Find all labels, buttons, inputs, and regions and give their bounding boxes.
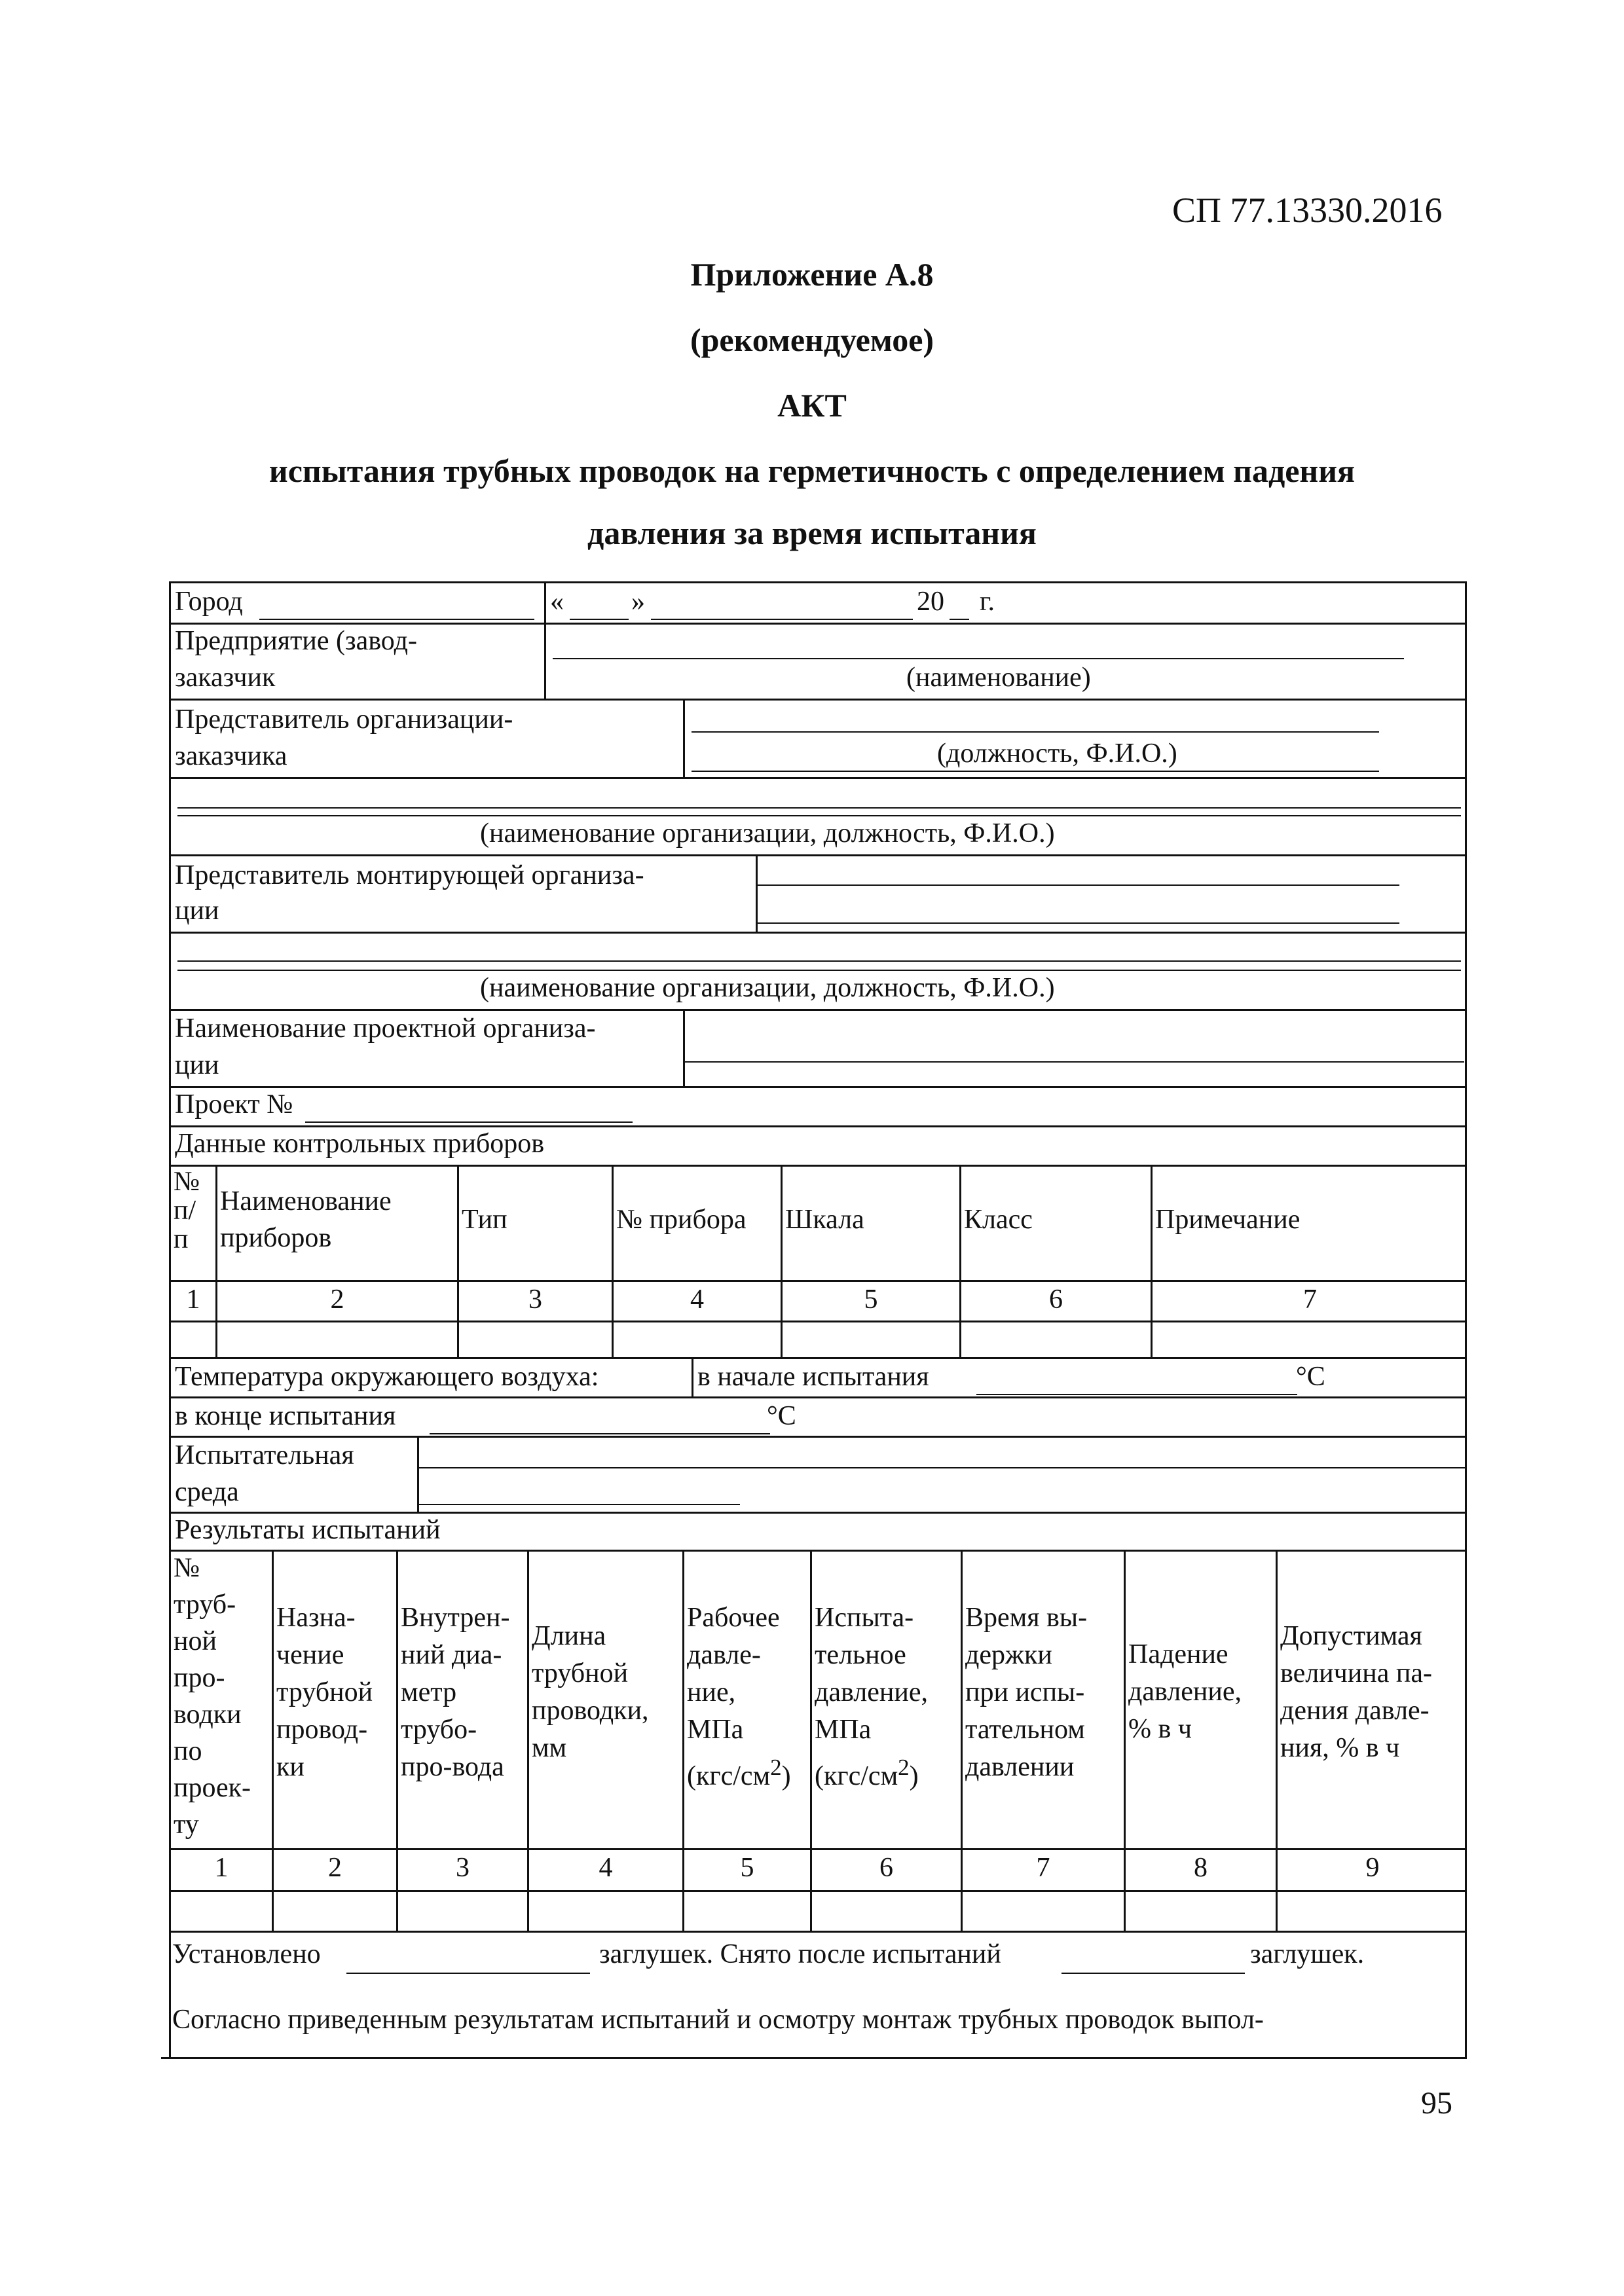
res-num-2: 2 [272, 1848, 396, 1890]
enterprise-hint: (наименование) [906, 663, 1091, 693]
row-instruments-label [171, 1125, 1465, 1167]
res-cell[interactable] [682, 1890, 810, 1931]
res-cell[interactable] [527, 1890, 682, 1931]
res-cell[interactable] [810, 1890, 961, 1931]
form-bottom-border [161, 2057, 1467, 2059]
results-label: Результаты испытаний [175, 1515, 441, 1545]
instr-col-scale: Шкала [781, 1165, 959, 1280]
row-org-1 [171, 777, 1465, 856]
customer-rep-label-2: заказчика [175, 741, 287, 771]
temperature-start-cell [692, 1357, 1467, 1396]
res-cell[interactable] [171, 1890, 272, 1931]
design-org-label-1: Наименование проектной организа- [175, 1013, 596, 1044]
res-num-8: 8 [1124, 1848, 1276, 1890]
installer-input-line[interactable] [758, 884, 1399, 886]
res-col-allowed-drop: Допустимая величина па- дения давле- ния, % в ч [1276, 1550, 1467, 1848]
medium-label-1: Испытательная [175, 1440, 354, 1470]
temp-unit-2: °С [767, 1401, 796, 1431]
temp-end-label: в конце испытания [175, 1401, 396, 1431]
instr-col-type: Тип [457, 1165, 612, 1280]
results-number-row [171, 1848, 1465, 1892]
res-num-6: 6 [810, 1848, 961, 1890]
row-customer-rep [171, 699, 1465, 779]
installer-label-1: Представитель монтирующей организа- [175, 860, 644, 890]
row-project [171, 1086, 1465, 1127]
date-close-quote: » [631, 587, 645, 617]
org-hint-1: (наименование организации, должность, Ф.И.О.) [480, 818, 1055, 848]
results-header-row [171, 1550, 1465, 1850]
medium-label-2: среда [175, 1477, 239, 1507]
enterprise-label-2: заказчик [175, 663, 276, 693]
conclusion-text: Согласно приведенным результатам испытаний и осмотру монтаж трубных проводок выпол- [172, 2005, 1264, 2035]
res-num-3: 3 [396, 1848, 527, 1890]
act-title: АКТ [777, 387, 847, 424]
instr-col-note: Примечание [1151, 1165, 1467, 1280]
instr-cell[interactable] [959, 1321, 1151, 1357]
res-cell[interactable] [961, 1890, 1124, 1931]
temp-end-input-line[interactable] [430, 1433, 770, 1434]
temp-start-label: в начале испытания [697, 1362, 929, 1392]
instr-num-5: 5 [781, 1280, 959, 1321]
res-cell[interactable] [272, 1890, 396, 1931]
res-num-1: 1 [214, 1853, 229, 1883]
installer-input-line-2[interactable] [758, 922, 1399, 924]
customer-rep-label-1: Представитель организации- [175, 704, 513, 735]
res-cell[interactable] [1124, 1890, 1276, 1931]
date-open-quote: « [550, 587, 564, 617]
city-label: Город [175, 587, 243, 617]
row-plugs [171, 1931, 1465, 2061]
instruments-number-row [171, 1280, 1465, 1322]
res-num-5: 5 [682, 1848, 810, 1890]
res-num-7: 7 [961, 1848, 1124, 1890]
row-installer [171, 854, 1465, 934]
plugs-installed-label: Установлено [172, 1939, 321, 1969]
instr-num-2: 2 [215, 1280, 457, 1321]
instr-col-no: № п/ п [174, 1167, 200, 1254]
month-input-line[interactable] [651, 619, 913, 620]
instr-num-6: 6 [959, 1280, 1151, 1321]
res-cell[interactable] [1276, 1890, 1467, 1931]
org-input-line-2[interactable] [177, 960, 1461, 962]
temperature-label: Температура окружающего воздуха: [175, 1362, 599, 1392]
instr-cell[interactable] [1151, 1321, 1467, 1357]
instr-num-4: 4 [612, 1280, 781, 1321]
year-input-line[interactable] [950, 619, 969, 620]
test-medium-field[interactable] [417, 1436, 1467, 1512]
project-label: Проект № [175, 1089, 293, 1120]
day-input-line[interactable] [570, 619, 629, 620]
instruments-header-row [171, 1165, 1465, 1282]
instr-cell[interactable] [215, 1321, 457, 1357]
city-input-line[interactable] [259, 619, 534, 620]
instr-col-name: Наименование приборов [215, 1165, 457, 1280]
instr-num-1: 1 [186, 1285, 200, 1315]
row-temperature-start [171, 1357, 1465, 1398]
org-hint-2: (наименование организации, должность, Ф.И.О.) [480, 973, 1055, 1003]
design-org-input-line[interactable] [685, 1061, 1464, 1063]
row-design-org [171, 1009, 1465, 1088]
plugs-removed-input-line[interactable] [1061, 1973, 1245, 1974]
installer-label-2: ции [175, 896, 219, 926]
res-cell[interactable] [396, 1890, 527, 1931]
act-subtitle-line-2: давления за время испытания [587, 515, 1037, 551]
res-num-4: 4 [527, 1848, 682, 1890]
customer-rep-field[interactable] [683, 699, 1467, 777]
res-col-working-pressure: Рабочее давле- ние, МПа $(кгс/см^2)$ [682, 1550, 810, 1848]
row-temperature-end [171, 1396, 1465, 1438]
row-results-label [171, 1512, 1465, 1552]
project-input-line[interactable] [305, 1121, 633, 1123]
design-org-field[interactable] [683, 1009, 1467, 1086]
plugs-word: заглушек. [1250, 1939, 1365, 1969]
row-enterprise [171, 623, 1465, 701]
act-form [169, 581, 1467, 2059]
year-suffix: г. [980, 587, 995, 617]
res-col-purpose: Назна- чение трубной провод- ки [272, 1550, 396, 1848]
medium-input-line[interactable] [419, 1467, 1466, 1468]
instr-cell[interactable] [781, 1321, 959, 1357]
instr-cell[interactable] [457, 1321, 612, 1357]
res-col-pressure-drop: Падение давление, % в ч [1124, 1550, 1276, 1848]
res-col-hold-time: Время вы- держки при испы- тательном давлении [961, 1550, 1124, 1848]
temp-start-input-line[interactable] [976, 1394, 1297, 1395]
row-org-2 [171, 932, 1465, 1011]
instr-col-serial: № прибора [612, 1165, 781, 1280]
design-org-label-2: ции [175, 1050, 219, 1080]
plugs-removed-label: заглушек. Снято после испытаний [599, 1939, 1001, 1969]
instr-col-class: Класс [959, 1165, 1151, 1280]
medium-input-line-2[interactable] [419, 1504, 740, 1505]
res-col-length: Длина трубной проводки, мм [527, 1550, 682, 1848]
row-test-medium [171, 1436, 1465, 1514]
instr-num-7: 7 [1151, 1280, 1467, 1321]
document-code: СП 77.13330.2016 [1172, 191, 1443, 230]
appendix-type: (рекомендуемое) [690, 321, 934, 358]
instr-num-3: 3 [457, 1280, 612, 1321]
customer-rep-input-line[interactable] [692, 731, 1379, 733]
temp-unit-1: °С [1296, 1362, 1325, 1392]
plugs-installed-input-line[interactable] [346, 1973, 590, 1974]
appendix-title: Приложение А.8 [690, 256, 934, 293]
page-number: 95 [1421, 2086, 1452, 2121]
results-data-row[interactable] [171, 1890, 1465, 1933]
res-col-line-no: № труб- ной про- водки по проек- ту [174, 1553, 251, 1840]
installer-field[interactable] [756, 854, 1467, 932]
instruments-label: Данные контрольных приборов [175, 1129, 545, 1159]
enterprise-field[interactable] [544, 623, 1467, 699]
instr-cell[interactable] [171, 1321, 215, 1357]
enterprise-label-1: Предприятие (завод- [175, 626, 417, 656]
res-col-diameter: Внутрен- ний диа- метр трубо- про-вода [396, 1550, 527, 1848]
org-input-line-1[interactable] [177, 807, 1461, 809]
res-num-9: 9 [1276, 1848, 1467, 1890]
row-city-date [171, 583, 1465, 625]
customer-rep-hint: (должность, Ф.И.О.) [937, 738, 1177, 769]
date-cell [544, 583, 1467, 623]
instr-cell[interactable] [612, 1321, 781, 1357]
instruments-data-row[interactable] [171, 1321, 1465, 1359]
act-subtitle-line-1: испытания трубных проводок на герметичность с определением падения [268, 452, 1356, 489]
year-prefix: 20 [917, 587, 944, 617]
res-col-test-pressure: Испыта- тельное давление, МПа $(кгс/см^2)$ [810, 1550, 961, 1848]
